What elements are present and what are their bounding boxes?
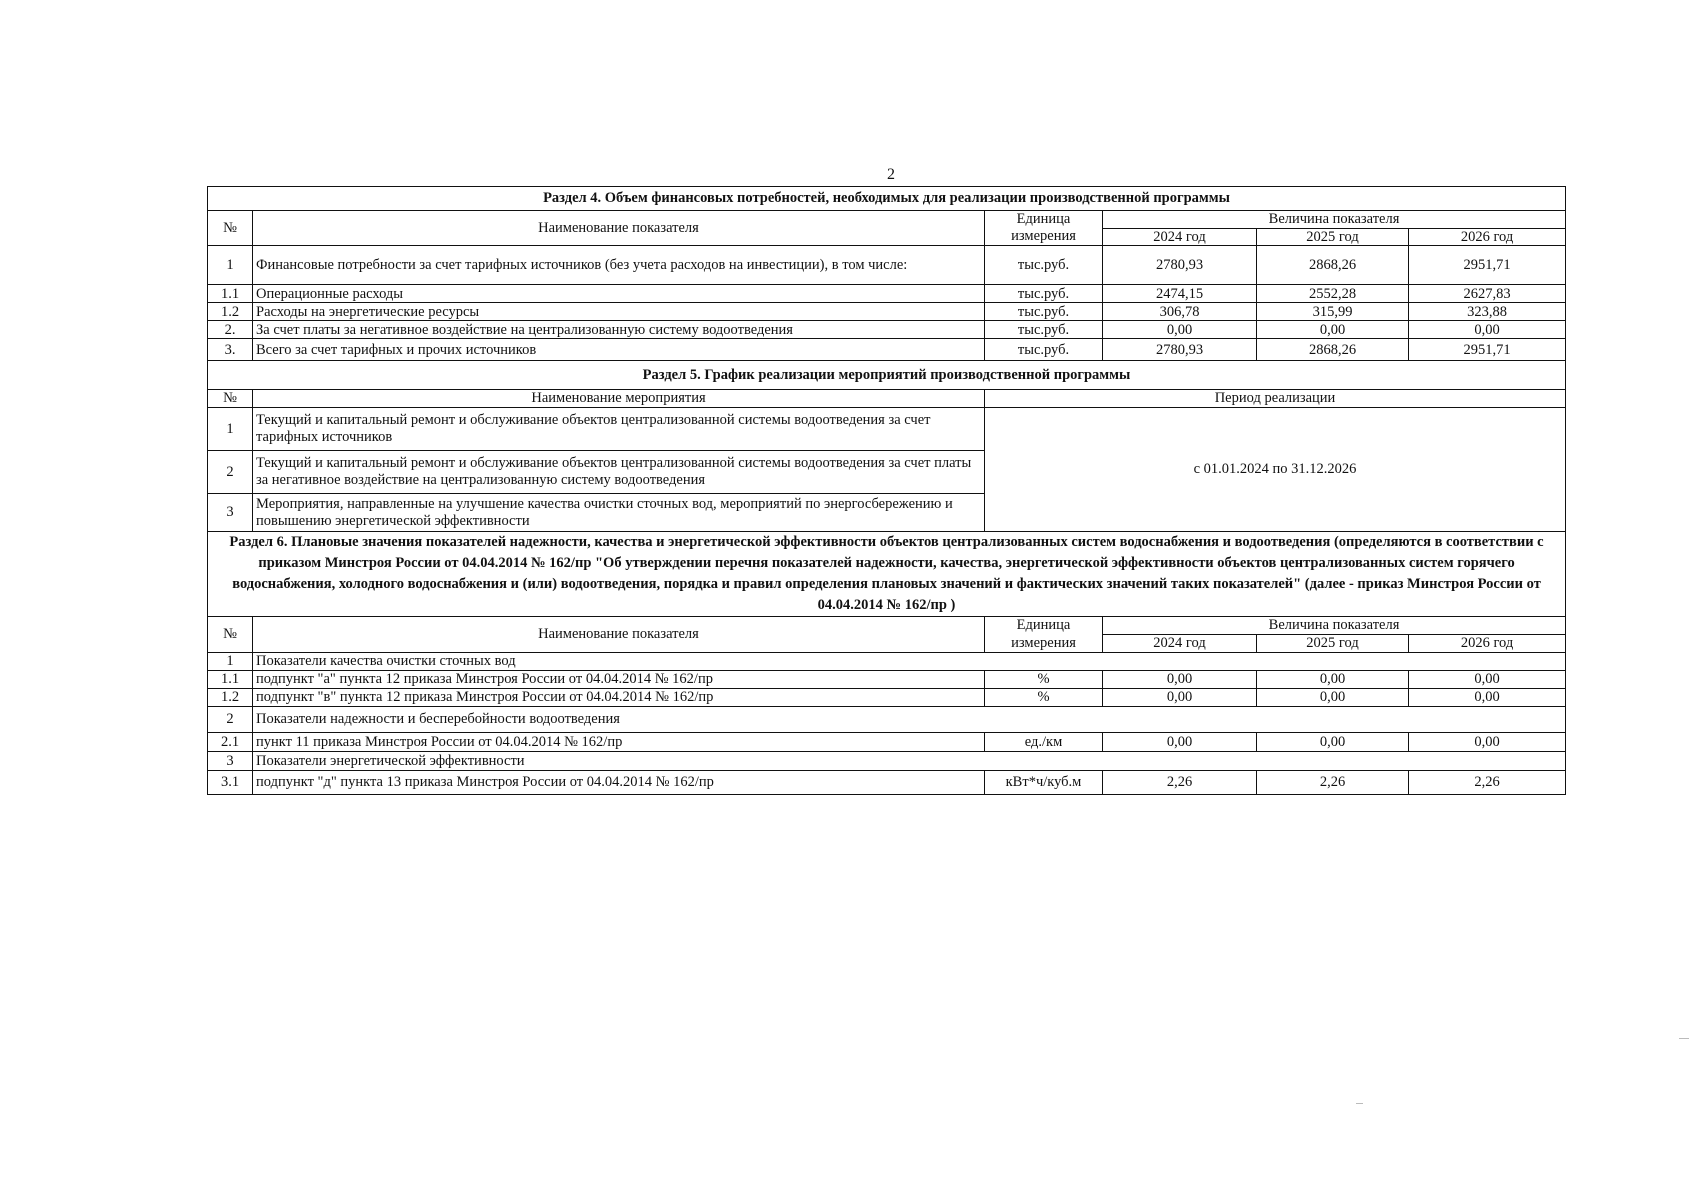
row-value: 323,88 [1409,303,1566,321]
row-no: 2. [208,321,253,339]
row-name: Мероприятия, направленные на улучшение качества очистки сточных вод, мероприятий по энергосбережению и повышению энергетической эффективности [253,494,985,532]
row-unit: кВт*ч/куб.м [985,771,1103,795]
row-unit: тыс.руб. [985,246,1103,285]
table-row [208,339,1566,361]
row-value: 2868,26 [1257,246,1409,285]
row-value: 2780,93 [1103,246,1257,285]
col-value-header: Величина показателя [1103,617,1566,635]
row-value: 0,00 [1409,671,1566,689]
col-unit-header-2: измерения [985,228,1103,246]
section5-title: Раздел 5. График реализации мероприятий производственной программы [208,361,1566,390]
table-row [208,671,1566,689]
row-value: 0,00 [1409,689,1566,707]
section4-title-row [208,187,1566,211]
col-unit-header-1: Единица [985,211,1103,229]
row-value: 0,00 [1257,321,1409,339]
group-row [208,752,1566,771]
section6-header-row [208,617,1566,635]
group-name: Показатели энергетической эффективности [253,752,1566,771]
row-value: 2552,28 [1257,285,1409,303]
scan-speck [1679,1038,1689,1039]
row-value: 0,00 [1103,689,1257,707]
col-unit-header-1: Единица [985,617,1103,635]
col-period-header: Период реализации [985,390,1566,408]
col-name-header: Наименование показателя [253,617,985,653]
row-unit: тыс.руб. [985,339,1103,361]
row-name: Финансовые потребности за счет тарифных источников (без учета расходов на инвестиции), в том числе: [253,246,985,285]
row-value: 0,00 [1257,733,1409,752]
row-no: 1 [208,408,253,451]
table-row [208,285,1566,303]
period-cell: с 01.01.2024 по 31.12.2026 [985,408,1566,532]
group-no: 2 [208,707,253,733]
section4-header-row [208,211,1566,229]
row-value: 2,26 [1257,771,1409,795]
section6-title: Раздел 6. Плановые значения показателей надежности, качества и энергетической эффективности объектов централизованных систем водоснабжения и водоотведения (определяются в соответствии с приказом Минстроя России от 04.04.2014 № 162/пр "Об утверждении перечня показателей надежности, качества, энергетической эффективности объектов централизованных систем горячего водоснабжения, холодного водоснабжения и (или) водоотведения, порядка и правил определения плановых значений и фактических значений таких показателей" (далее - приказ Минстроя России от 04.04.2014 № 162/пр ) [208,532,1566,617]
year-header: 2024 год [1103,228,1257,246]
row-unit: тыс.руб. [985,285,1103,303]
col-name-header: Наименование мероприятия [253,390,985,408]
row-name: За счет платы за негативное воздействие на централизованную систему водоотведения [253,321,985,339]
table-row [208,246,1566,285]
row-name: подпункт "а" пункта 12 приказа Минстроя России от 04.04.2014 № 162/пр [253,671,985,689]
row-value: 2474,15 [1103,285,1257,303]
section6-title-row [208,532,1566,617]
col-no-header: № [208,617,253,653]
group-no: 3 [208,752,253,771]
row-name: пункт 11 приказа Минстроя России от 04.04.2014 № 162/пр [253,733,985,752]
group-no: 1 [208,653,253,671]
row-no: 1.1 [208,671,253,689]
table-row [208,771,1566,795]
table-row [208,303,1566,321]
row-no: 2.1 [208,733,253,752]
row-name: Всего за счет тарифных и прочих источников [253,339,985,361]
row-value: 0,00 [1103,321,1257,339]
year-header: 2026 год [1409,635,1566,653]
row-value: 2868,26 [1257,339,1409,361]
row-value: 2780,93 [1103,339,1257,361]
row-value: 306,78 [1103,303,1257,321]
row-name: подпункт "д" пункта 13 приказа Минстроя России от 04.04.2014 № 162/пр [253,771,985,795]
row-value: 2,26 [1103,771,1257,795]
row-value: 0,00 [1257,671,1409,689]
section5-header-row [208,390,1566,408]
group-name: Показатели качества очистки сточных вод [253,653,1566,671]
row-no: 1.2 [208,689,253,707]
section4-title: Раздел 4. Объем финансовых потребностей, необходимых для реализации производственной программы [208,187,1566,211]
row-value: 0,00 [1409,733,1566,752]
row-value: 0,00 [1257,689,1409,707]
section5-title-row [208,361,1566,390]
page-number: 2 [887,166,895,183]
row-value: 0,00 [1409,321,1566,339]
row-no: 3 [208,494,253,532]
table-row [208,733,1566,752]
row-no: 2 [208,451,253,494]
table-row [208,408,1566,451]
row-no: 3. [208,339,253,361]
row-value: 2951,71 [1409,339,1566,361]
row-no: 3.1 [208,771,253,795]
row-name: Операционные расходы [253,285,985,303]
col-name-header: Наименование показателя [253,211,985,246]
year-header: 2026 год [1409,228,1566,246]
row-value: 0,00 [1103,671,1257,689]
document-table [207,186,1566,795]
row-value: 0,00 [1103,733,1257,752]
row-no: 1.1 [208,285,253,303]
row-no: 1.2 [208,303,253,321]
row-unit: тыс.руб. [985,303,1103,321]
col-value-header: Величина показателя [1103,211,1566,229]
row-unit: ед./км [985,733,1103,752]
row-name: Текущий и капитальный ремонт и обслуживание объектов централизованной системы водоотведения за счет платы за негативное воздействие на централизованную систему водоотведения [253,451,985,494]
row-unit: % [985,689,1103,707]
col-no-header: № [208,211,253,246]
col-no-header: № [208,390,253,408]
row-unit: тыс.руб. [985,321,1103,339]
year-header: 2025 год [1257,228,1409,246]
group-row [208,653,1566,671]
table-row [208,689,1566,707]
col-unit-header-2: измерения [985,635,1103,653]
table-row [208,321,1566,339]
year-header: 2025 год [1257,635,1409,653]
scan-speck [1356,1103,1363,1104]
row-name: Текущий и капитальный ремонт и обслуживание объектов централизованной системы водоотведения за счет тарифных источников [253,408,985,451]
row-no: 1 [208,246,253,285]
row-value: 2,26 [1409,771,1566,795]
row-value: 2627,83 [1409,285,1566,303]
row-unit: % [985,671,1103,689]
group-row [208,707,1566,733]
row-name: Расходы на энергетические ресурсы [253,303,985,321]
year-header: 2024 год [1103,635,1257,653]
row-value: 315,99 [1257,303,1409,321]
row-name: подпункт "в" пункта 12 приказа Минстроя России от 04.04.2014 № 162/пр [253,689,985,707]
group-name: Показатели надежности и бесперебойности водоотведения [253,707,1566,733]
row-value: 2951,71 [1409,246,1566,285]
